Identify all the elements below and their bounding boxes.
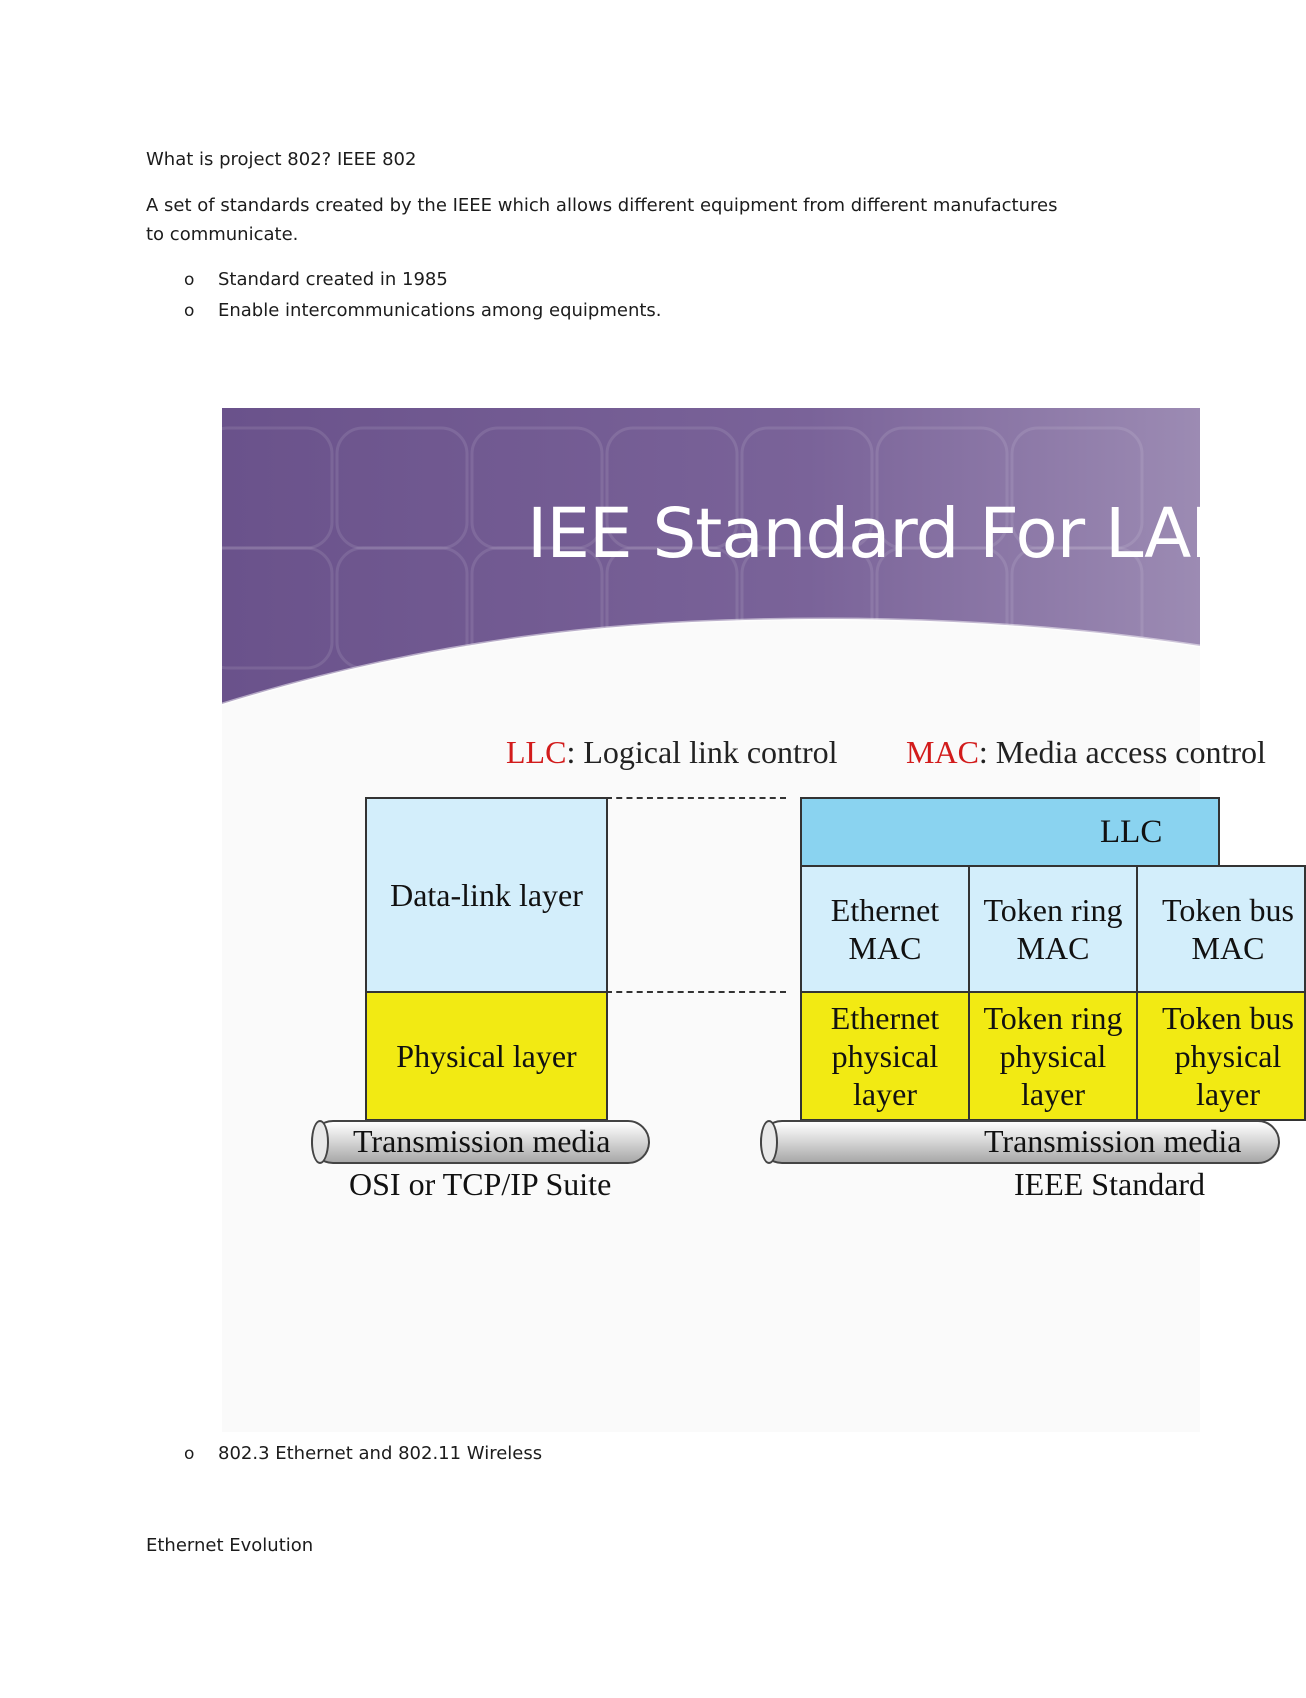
bullet-marker: o xyxy=(184,301,195,321)
pipe-end-icon xyxy=(760,1120,778,1164)
legend-llc xyxy=(506,734,837,771)
ieee-ethernet-mac-label: Ethernet MAC xyxy=(830,892,940,966)
ieee-ethernet-mac xyxy=(800,865,970,993)
slide-banner xyxy=(222,408,1241,708)
bullet-item: 802.3 Ethernet and 802.11 Wireless xyxy=(218,1443,543,1464)
doc-heading: What is project 802? IEEE 802 xyxy=(146,149,417,170)
ieee-token-ring-mac xyxy=(968,865,1138,993)
pipe-end-icon xyxy=(311,1120,329,1164)
legend-llc-text: : Logical link control xyxy=(566,734,838,770)
section-heading: Ethernet Evolution xyxy=(146,1535,314,1556)
ieee-token-bus-physical xyxy=(1136,991,1306,1121)
bullet-item: Enable intercommunications among equipments. xyxy=(218,300,662,321)
ieee-token-ring-physical-label: Token ring physical layer xyxy=(983,1000,1123,1112)
osi-data-link-label: Data-link layer xyxy=(390,877,583,913)
ieee-ethernet-physical xyxy=(800,991,970,1121)
legend-llc-key: LLC xyxy=(506,734,567,770)
ieee-caption: IEEE Standard xyxy=(1014,1166,1206,1202)
slide-title: IEE Standard For LAN xyxy=(527,494,1241,574)
ieee-llc-label: LLC xyxy=(1100,814,1163,850)
doc-paragraph-line-1: A set of standards created by the IEEE which allows different equipment from different manufactures xyxy=(146,195,1058,216)
ieee-ethernet-physical-label: Ethernet physical layer xyxy=(830,1000,940,1112)
bullet-marker: o xyxy=(184,270,195,290)
ieee-token-bus-mac-label: Token bus MAC xyxy=(1162,892,1294,966)
legend-mac xyxy=(906,734,1266,771)
osi-caption: OSI or TCP/IP Suite xyxy=(349,1166,612,1202)
ieee-token-ring-mac-label: Token ring MAC xyxy=(983,892,1123,966)
legend-mac-text: : Media access control xyxy=(978,734,1266,770)
ieee-token-ring-physical xyxy=(968,991,1138,1121)
ieee-transmission-media xyxy=(760,1120,1280,1164)
ieee-media-label: Transmission media xyxy=(984,1123,1242,1159)
osi-physical-layer xyxy=(365,991,608,1121)
dashed-connector-top xyxy=(606,797,786,799)
ieee-token-bus-physical-label: Token bus physical layer xyxy=(1162,1000,1294,1112)
legend-mac-key: MAC xyxy=(906,734,979,770)
dashed-connector-bottom xyxy=(606,991,786,993)
bullet-item: Standard created in 1985 xyxy=(218,269,448,290)
osi-physical-label: Physical layer xyxy=(396,1038,577,1074)
osi-data-link-layer xyxy=(365,797,608,993)
ieee-token-bus-mac xyxy=(1136,865,1306,993)
ieee-slide-image xyxy=(222,408,1294,1432)
doc-paragraph-line-2: to communicate. xyxy=(146,224,299,245)
osi-transmission-media xyxy=(311,1120,650,1164)
ieee-llc-sublayer xyxy=(800,797,1220,867)
bullet-marker: o xyxy=(184,1444,195,1464)
osi-media-label: Transmission media xyxy=(353,1123,611,1159)
